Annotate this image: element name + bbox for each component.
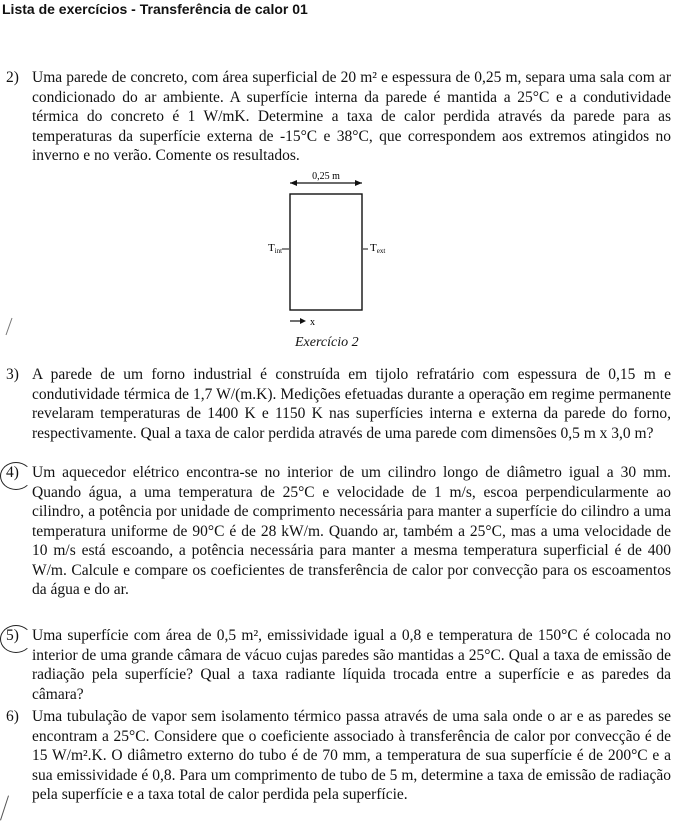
thickness-label: 0,25 m	[312, 171, 340, 182]
t-int-label: Tint	[268, 242, 283, 255]
wall-diagram	[0, 170, 685, 360]
question-number: 3)	[6, 366, 19, 383]
arrowhead-right	[355, 180, 362, 186]
question-text: Um aquecedor elétrico encontra-se no interior de um cilindro longo de diâmetro igual a 30 mm. Quando água, a uma temperatura de 25°C e velocidade de 1 m/s, escoa perpendicularmente ao cilindro, a potência por unidade de comprimento necessária para manter a superfície do cilindro a uma temperatura uniforme de 90°C é de 28 kW/m. Quando ar, também a 25°C, mas a uma velocidade de 10 m/s está escoando, a potência necessária para manter a mesma temperatura superficial é de 400 W/m. Calcule e compare os coeficientes de transferência de calor por convecção para os escoamentos da água e do ar.	[32, 464, 671, 598]
wall-rectangle	[290, 194, 362, 310]
question-text: Uma tubulação de vapor sem isolamento térmico passa através de uma sala onde o ar e as paredes se encontram a 25°C. Considere que o coeficiente associado à transferência de calor por convecção é de 15 W/m².K. O diâmetro externo do tubo é de 70 mm, a temperatura de sua superfície é de 200°C e a sua emissividade é 0,8. Para um comprimento de tubo de 5 m, determine a taxa de emissão de radiação pela superfície e a taxa total de calor perdida pela superfície.	[32, 708, 671, 803]
question-number: 2)	[6, 69, 19, 86]
wall-diagram-svg	[0, 170, 685, 360]
question-text: Uma superfície com área de 0,5 m², emissividade igual a 0,8 e temperatura de 150°C é colocada no interior de uma grande câmara de vácuo cujas paredes são mantidas a 25°C. Qual a taxa de emissão de radiação pela superfície? Qual a taxa radiante líquida trocada entre a superfície e as paredes da câmara?	[32, 627, 671, 703]
stray-pen-mark	[6, 318, 12, 335]
t-ext-label: Text	[370, 242, 386, 255]
question-number: 4)	[6, 464, 19, 481]
stray-pen-mark	[0, 795, 9, 820]
question-number: 6)	[6, 708, 19, 725]
figure-caption: Exercício 2	[295, 335, 359, 350]
page-title: Lista de exercícios - Transferência de calor 01	[2, 1, 308, 17]
x-arrowhead	[300, 318, 306, 324]
question-number: 5)	[6, 627, 19, 644]
question-text: Uma parede de concreto, com área superficial de 20 m² e espessura de 0,25 m, separa uma sala com ar condicionado do ar ambiente. A superfície interna da parede é mantida a 25°C e a condutividade térmica do concreto é 1 W/mK. Determine a taxa de calor perdida através da parede para as temperaturas da superfície externa de -15°C e 38°C, que correspondem aos extremos atingidos no inverno e no verão. Comente os resultados.	[32, 69, 671, 164]
arrowhead-left	[290, 180, 297, 186]
x-label: x	[310, 317, 315, 328]
question-text: A parede de um forno industrial é construída em tijolo refratário com espessura de 0,15 m e condutividade térmica de 1,7 W/(m.K). Medições efetuadas durante a operação em regime permanente revelaram temperaturas de 1400 K e 1150 K nas superfícies interna e externa da parede do forno, respectivamente. Qual a taxa de calor perdida através de uma parede com dimensões 0,5 m x 3,0 m?	[32, 366, 671, 442]
